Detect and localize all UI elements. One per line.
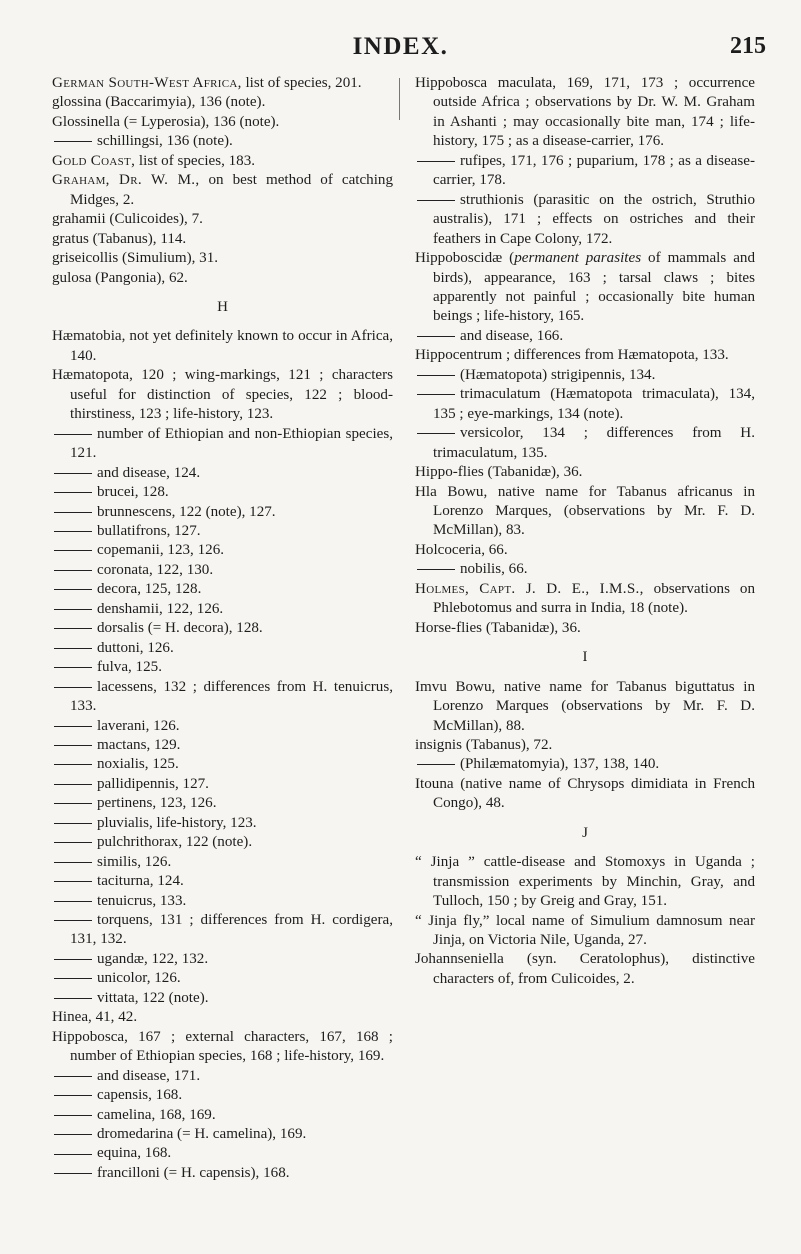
index-subentry xyxy=(52,132,393,151)
entry-text: trimaculatum (Hæmatopota trimaculata), 134, 135 ; eye-markings, 134 (note). xyxy=(433,386,755,422)
ditto-dash xyxy=(54,978,92,979)
index-column-left xyxy=(52,74,393,1183)
entry-text: nobilis, 66. xyxy=(460,561,528,578)
index-subentry xyxy=(52,1067,393,1086)
index-subentry xyxy=(52,678,393,717)
index-subentry xyxy=(52,717,393,736)
entry-text: dorsalis (= H. decora), 128. xyxy=(97,620,263,637)
ditto-dash xyxy=(54,570,92,571)
ditto-dash xyxy=(54,998,92,999)
entry-text: camelina, 168, 169. xyxy=(97,1106,216,1123)
index-entry xyxy=(52,171,393,210)
ditto-dash xyxy=(54,1134,92,1135)
entry-text: “ Jinja fly,” local name of Simulium damnosum near Jinja, on Victoria Nile, Uganda, 27. xyxy=(415,912,755,949)
entry-text: pallidipennis, 127. xyxy=(97,775,209,792)
entry-rest: observations on Phlebotomus and surra in India, 18 (note). xyxy=(433,580,755,617)
ditto-dash xyxy=(54,473,92,474)
index-entry xyxy=(415,580,755,619)
index-subentry xyxy=(415,560,755,579)
entry-text: fulva, 125. xyxy=(97,659,162,676)
ditto-dash xyxy=(54,823,92,824)
ditto-dash xyxy=(54,726,92,727)
index-entry xyxy=(415,463,755,482)
index-entry xyxy=(415,853,755,911)
index-subentry xyxy=(415,327,755,346)
ditto-dash xyxy=(417,394,455,395)
ditto-dash xyxy=(54,434,92,435)
index-subentry xyxy=(52,950,393,969)
ditto-dash xyxy=(54,550,92,551)
entry-text: capensis, 168. xyxy=(97,1087,183,1104)
index-entry xyxy=(415,950,755,989)
index-subentry xyxy=(52,639,393,658)
index-subentry xyxy=(52,989,393,1008)
entry-rest: of mammals and birds), appearance, 163 ; tarsal claws ; bites apparently not painful ; occasionally bite human beings ; life-history, 165. xyxy=(433,250,756,325)
ditto-dash xyxy=(417,161,455,162)
index-subentry xyxy=(52,619,393,638)
ditto-dash xyxy=(54,1076,92,1077)
entry-text: rufipes, 171, 176 ; puparium, 178 ; as a disease-carrier, 178. xyxy=(433,152,755,189)
index-entry xyxy=(52,230,393,249)
index-subentry xyxy=(415,755,755,774)
ditto-dash xyxy=(417,433,455,434)
entry-text: struthionis (parasitic on the ostrich, Struthio australis), 171 ; effects on ostriches and their feathers in Cape Colony, 172. xyxy=(433,191,755,247)
entry-text: similis, 126. xyxy=(97,853,172,870)
entry-text: brucei, 128. xyxy=(97,484,169,501)
entry-text: pluvialis, life-history, 123. xyxy=(97,814,257,831)
entry-text: Hippobosca maculata, 169, 171, 173 ; occurrence outside Africa ; observations by Dr. W. M. Graham in Ashanti ; may occasionally bite man, 174 ; life-history, 175 ; as a disease-carrier, 176. xyxy=(415,75,755,150)
entry-text: (Philæmatomyia), 137, 138, 140. xyxy=(460,756,660,773)
entry-text: and disease, 171. xyxy=(97,1067,201,1084)
index-entry xyxy=(415,483,755,541)
index-entry xyxy=(52,327,393,366)
ditto-dash xyxy=(54,1095,92,1096)
entry-text: copemanii, 123, 126. xyxy=(97,542,225,559)
index-subentry xyxy=(52,755,393,774)
ditto-dash xyxy=(417,200,455,201)
entry-text: Horse-flies (Tabanidæ), 36. xyxy=(415,619,581,636)
entry-text: lacessens, 132 ; differences from H. tenuicrus, 133. xyxy=(70,678,393,715)
entry-text: decora, 125, 128. xyxy=(97,581,202,598)
index-subentry xyxy=(52,464,393,483)
entry-text: schillingsi, 136 (note). xyxy=(97,133,233,150)
entry-text: griseicollis (Simulium), 31. xyxy=(52,250,219,267)
entry-text: denshamii, 122, 126. xyxy=(97,600,224,617)
ditto-dash xyxy=(54,1154,92,1155)
index-entry xyxy=(52,152,393,171)
entry-head: Hippoboscidæ ( xyxy=(415,250,515,267)
ditto-dash xyxy=(417,569,455,570)
index-subentry xyxy=(52,600,393,619)
ditto-dash xyxy=(54,531,92,532)
index-entry xyxy=(415,775,755,814)
index-subentry xyxy=(52,425,393,464)
entry-text: pertinens, 123, 126. xyxy=(97,795,217,812)
entry-text: Hippo-flies (Tabanidæ), 36. xyxy=(415,464,583,481)
section-letter: I xyxy=(582,649,588,666)
index-subentry xyxy=(415,191,755,249)
ditto-dash xyxy=(54,1115,92,1116)
entry-text: Hippobosca, 167 ; external characters, 167, 168 ; number of Ethiopian species, 168 ; life-history, 169. xyxy=(52,1028,393,1065)
index-subentry xyxy=(52,911,393,950)
entry-text: Hippocentrum ; differences from Hæmatopota, 133. xyxy=(415,347,729,364)
index-subentry xyxy=(52,775,393,794)
entry-text: gratus (Tabanus), 114. xyxy=(52,230,187,247)
entry-rest: list of species, 201. xyxy=(241,75,362,91)
index-entry xyxy=(52,1028,393,1067)
entry-head-smallcaps: Graham, Dr. W. M., xyxy=(52,172,200,189)
entry-text: duttoni, 126. xyxy=(97,639,174,656)
entry-text: noxialis, 125. xyxy=(97,756,179,773)
ditto-dash xyxy=(54,609,92,610)
index-subentry xyxy=(52,522,393,541)
index-subentry xyxy=(52,736,393,755)
index-subentry xyxy=(52,561,393,580)
ditto-dash xyxy=(54,764,92,765)
entry-text: Hinea, 41, 42. xyxy=(52,1009,138,1026)
ditto-dash xyxy=(54,862,92,863)
index-subentry xyxy=(52,483,393,502)
entry-text: Johannseniella (syn. Ceratolophus), distinctive characters of, from Culicoides, 2. xyxy=(415,951,755,987)
ditto-dash xyxy=(54,687,92,688)
index-subentry xyxy=(52,969,393,988)
ditto-dash xyxy=(54,667,92,668)
ditto-dash xyxy=(54,920,92,921)
ditto-dash xyxy=(54,512,92,513)
ditto-dash xyxy=(417,375,455,376)
index-subentry xyxy=(52,814,393,833)
index-subentry xyxy=(52,794,393,813)
ditto-dash xyxy=(54,784,92,785)
ditto-dash xyxy=(417,764,455,765)
index-entry xyxy=(52,249,393,268)
entry-text: (Hæmatopota) strigipennis, 134. xyxy=(460,366,656,383)
ditto-dash xyxy=(54,881,92,882)
index-subentry xyxy=(52,541,393,560)
index-subentry xyxy=(52,1106,393,1125)
page-header xyxy=(0,0,801,60)
index-subentry xyxy=(52,892,393,911)
entry-head-smallcaps: Holmes, Capt. J. D. E., I.M.S., xyxy=(415,580,644,597)
index-subentry xyxy=(52,1164,393,1183)
entry-text: francilloni (= H. capensis), 168. xyxy=(97,1164,290,1181)
entry-text: Holcoceria, 66. xyxy=(415,541,508,558)
entry-text: dromedarina (= H. camelina), 169. xyxy=(97,1126,307,1143)
index-entry xyxy=(415,619,755,638)
index-entry xyxy=(52,210,393,229)
entry-text: Itouna (native name of Chrysops dimidiata in French Congo), 48. xyxy=(415,775,755,812)
index-entry xyxy=(52,269,393,288)
index-entry xyxy=(415,678,755,736)
index-subentry xyxy=(415,152,755,191)
index-subentry xyxy=(415,424,755,463)
entry-text: versicolor, 134 ; differences from H. trimaculatum, 135. xyxy=(433,425,755,461)
index-subentry xyxy=(52,853,393,872)
index-subentry xyxy=(52,580,393,599)
ditto-dash xyxy=(54,492,92,493)
ditto-dash xyxy=(54,1173,92,1174)
index-entry xyxy=(52,113,393,132)
page-number: 215 xyxy=(730,33,766,59)
ditto-dash xyxy=(54,842,92,843)
entry-text: pulchrithorax, 122 (note). xyxy=(97,834,253,851)
index-subentry xyxy=(415,366,755,385)
index-entry xyxy=(52,93,393,112)
index-subentry xyxy=(52,1125,393,1144)
ditto-dash xyxy=(54,648,92,649)
entry-text: coronata, 122, 130. xyxy=(97,561,214,578)
index-entry xyxy=(52,74,393,93)
index-entry xyxy=(415,912,755,951)
ditto-dash xyxy=(417,336,455,337)
section-letter: H xyxy=(217,298,228,315)
ditto-dash xyxy=(54,589,92,590)
entry-rest: on best method of catching Midges, 2. xyxy=(70,172,394,208)
entry-text: torquens, 131 ; differences from H. cordigera, 131, 132. xyxy=(70,912,393,948)
entry-text: vittata, 122 (note). xyxy=(97,989,209,1006)
index-subentry xyxy=(52,1086,393,1105)
entry-text: and disease, 124. xyxy=(97,464,201,481)
entry-text: laverani, 126. xyxy=(97,717,180,734)
entry-head-smallcaps: German South-West Africa, xyxy=(52,75,242,91)
index-entry xyxy=(52,366,393,424)
index-entry xyxy=(415,541,755,560)
index-entry xyxy=(415,736,755,755)
ditto-dash xyxy=(54,803,92,804)
index-subentry xyxy=(52,833,393,852)
entry-text: insignis (Tabanus), 72. xyxy=(415,736,553,753)
running-title: INDEX. xyxy=(352,33,449,60)
ditto-dash xyxy=(54,745,92,746)
entry-text: grahamii (Culicoides), 7. xyxy=(52,211,203,228)
entry-text: mactans, 129. xyxy=(97,736,181,753)
entry-text: unicolor, 126. xyxy=(97,970,181,987)
entry-italic: permanent parasites xyxy=(514,250,642,267)
entry-text: brunnescens, 122 (note), 127. xyxy=(97,503,276,520)
index-column-right xyxy=(415,74,755,989)
entry-text: tenuicrus, 133. xyxy=(97,892,187,909)
entry-text: Hæmatobia, not yet definitely known to occur in Africa, 140. xyxy=(52,328,393,364)
index-entry xyxy=(415,346,755,365)
index-subentry xyxy=(52,1144,393,1163)
entry-text: Hla Bowu, native name for Tabanus africanus in Lorenzo Marques, (observations by Mr. F. D. McMillan), 83. xyxy=(415,483,755,539)
ditto-dash xyxy=(54,959,92,960)
entry-text: Glossinella (= Lyperosia), 136 (note). xyxy=(52,113,280,130)
entry-text: number of Ethiopian and non-Ethiopian species, 121. xyxy=(70,425,393,462)
column-rule xyxy=(399,78,400,120)
index-subentry xyxy=(415,385,755,424)
entry-head-smallcaps: Gold Coast, xyxy=(52,152,136,169)
entry-text: Imvu Bowu, native name for Tabanus biguttatus in Lorenzo Marques (observations by Mr. F. D. McMillan), 88. xyxy=(415,678,755,734)
entry-text: ugandæ, 122, 132. xyxy=(97,950,209,967)
ditto-dash xyxy=(54,901,92,902)
ditto-dash xyxy=(54,141,92,142)
index-entry xyxy=(52,1008,393,1027)
entry-text: and disease, 166. xyxy=(460,327,564,344)
index-subentry xyxy=(52,872,393,891)
entry-text: equina, 168. xyxy=(97,1145,172,1162)
entry-text: bullatifrons, 127. xyxy=(97,522,201,539)
entry-text: glossina (Baccarimyia), 136 (note). xyxy=(52,94,266,111)
entry-text: Hæmatopota, 120 ; wing-markings, 121 ; characters useful for distinction of species, 122 ; blood-thirstiness, 123 ; life-history, 123. xyxy=(52,367,393,423)
section-letter: J xyxy=(582,824,588,841)
index-subentry xyxy=(52,658,393,677)
index-entry xyxy=(415,249,755,327)
entry-rest: list of species, 183. xyxy=(135,152,256,169)
index-entry xyxy=(415,74,755,152)
entry-text: gulosa (Pangonia), 62. xyxy=(52,269,188,286)
entry-text: “ Jinja ” cattle-disease and Stomoxys in Uganda ; transmission experiments by Minchin, Gray, and Tulloch, 150 ; by Greig and Gray, 151. xyxy=(415,854,755,910)
ditto-dash xyxy=(54,628,92,629)
entry-text: taciturna, 124. xyxy=(97,873,184,890)
index-subentry xyxy=(52,503,393,522)
